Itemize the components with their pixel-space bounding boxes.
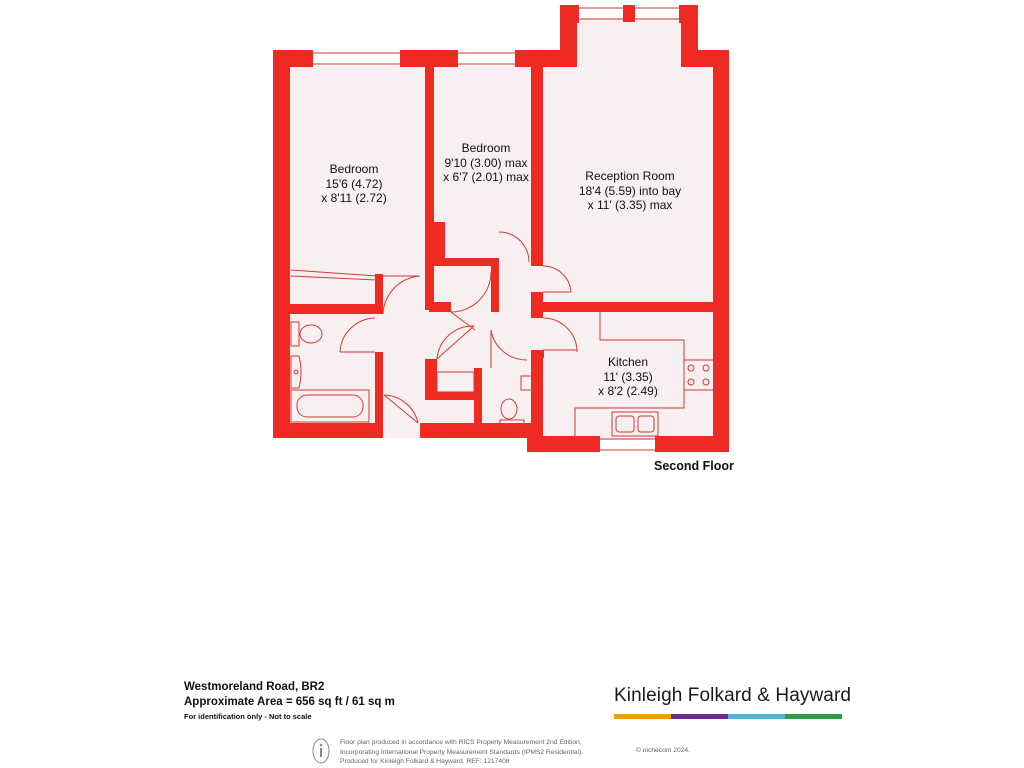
- brand-bar-segment: [671, 714, 728, 719]
- reception-label: [555, 169, 705, 213]
- property-area: Approximate Area = 656 sq ft / 61 sq m: [184, 696, 395, 708]
- room-name: Bedroom: [329, 162, 379, 176]
- brand-name: Kinleigh Folkard & Hayward: [614, 685, 852, 706]
- room-name: Bedroom: [461, 141, 511, 155]
- brand-logo: [614, 685, 852, 719]
- brand-color-bar: [614, 714, 842, 719]
- bedroom2-label: [430, 141, 542, 185]
- copyright: © nichecom 2024.: [636, 747, 690, 754]
- room-name: Kitchen: [607, 355, 649, 369]
- room-dim: 15'6 (4.72): [325, 176, 383, 191]
- room-dim: x 8'2 (2.49): [598, 384, 658, 398]
- brand-bar-segment: [614, 714, 671, 719]
- disclaimer-line: Produced for Kinleigh Folkard & Hayward. REF: 1217408: [340, 758, 510, 765]
- brand-bar-segment: [728, 714, 785, 719]
- kitchen-label: [578, 355, 678, 399]
- property-info: [184, 680, 395, 721]
- room-dim: x 8'11 (2.72): [321, 191, 387, 205]
- property-address: Westmoreland Road, BR2: [184, 681, 325, 693]
- brand-bar-segment: [785, 714, 842, 719]
- room-dim: x 11' (3.35) max: [587, 198, 673, 212]
- room-dim: 18'4 (5.59) into bay: [578, 183, 682, 198]
- disclaimer: [340, 738, 583, 767]
- room-dim: 11' (3.35): [603, 369, 653, 384]
- bedroom1-label: [290, 162, 418, 206]
- disclaimer-line: Floor plan produced in accordance with RICS Property Measurement 2nd Edition,: [340, 739, 582, 746]
- room-name: Reception Room: [585, 169, 675, 183]
- room-dim: 9'10 (3.00) max: [444, 155, 528, 170]
- disclaimer-line: Incorporating International Property Measurement Standards (IPMS2 Residential).: [340, 748, 584, 756]
- property-note: For identification only - Not to scale: [184, 712, 312, 721]
- info-icon: [312, 738, 330, 764]
- room-dim: x 6'7 (2.01) max: [443, 170, 529, 184]
- floor-label: Second Floor: [654, 459, 734, 473]
